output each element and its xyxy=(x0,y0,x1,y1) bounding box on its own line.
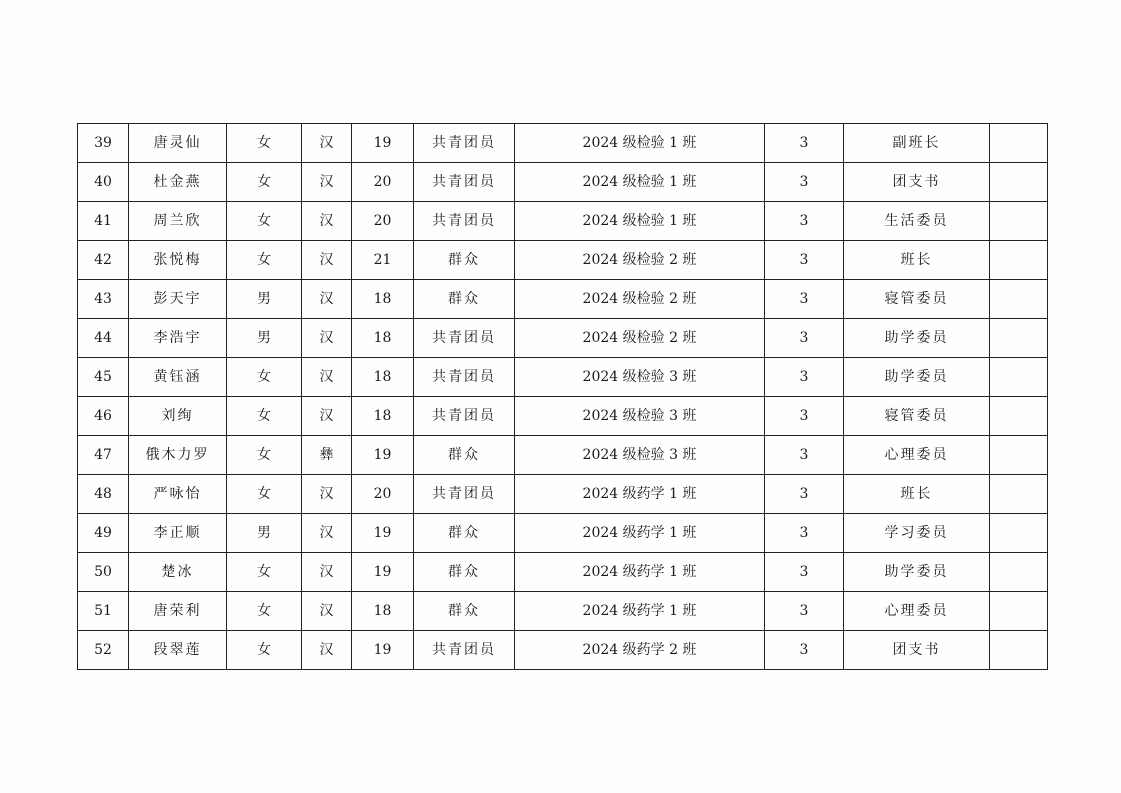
ethnicity-cell: 汉 xyxy=(302,202,352,241)
ethnicity-cell: 汉 xyxy=(302,280,352,319)
remarks-cell xyxy=(990,436,1048,475)
table-row xyxy=(78,280,1048,319)
age-cell: 20 xyxy=(352,163,414,202)
age-cell: 19 xyxy=(352,631,414,670)
political-status-cell: 共青团员 xyxy=(414,475,515,514)
ethnicity-cell: 汉 xyxy=(302,124,352,163)
age-cell: 19 xyxy=(352,124,414,163)
gender-cell: 女 xyxy=(227,436,302,475)
class-name-cell: 2024 级药学 2 班 xyxy=(515,631,765,670)
political-status-cell: 共青团员 xyxy=(414,397,515,436)
gender-cell: 女 xyxy=(227,553,302,592)
class-role-cell: 班长 xyxy=(844,241,990,280)
class-role-cell: 团支书 xyxy=(844,631,990,670)
class-name-cell: 2024 级检验 1 班 xyxy=(515,202,765,241)
ethnicity-cell: 汉 xyxy=(302,241,352,280)
gender-cell: 女 xyxy=(227,475,302,514)
political-status-cell: 共青团员 xyxy=(414,319,515,358)
row-number-cell: 45 xyxy=(78,358,129,397)
table-row xyxy=(78,163,1048,202)
remarks-cell xyxy=(990,475,1048,514)
class-role-cell: 心理委员 xyxy=(844,592,990,631)
remarks-cell xyxy=(990,319,1048,358)
class-role-cell: 助学委员 xyxy=(844,319,990,358)
row-number-cell: 42 xyxy=(78,241,129,280)
ethnicity-cell: 汉 xyxy=(302,163,352,202)
student-name-cell: 周兰欣 xyxy=(129,202,227,241)
political-status-cell: 群众 xyxy=(414,592,515,631)
class-role-cell: 寝管委员 xyxy=(844,397,990,436)
political-status-cell: 共青团员 xyxy=(414,163,515,202)
student-name-cell: 严咏怡 xyxy=(129,475,227,514)
ethnicity-cell: 汉 xyxy=(302,631,352,670)
class-role-cell: 助学委员 xyxy=(844,553,990,592)
age-cell: 19 xyxy=(352,514,414,553)
age-cell: 18 xyxy=(352,592,414,631)
class-role-cell: 团支书 xyxy=(844,163,990,202)
age-cell: 21 xyxy=(352,241,414,280)
class-role-cell: 学习委员 xyxy=(844,514,990,553)
class-role-cell: 寝管委员 xyxy=(844,280,990,319)
ethnicity-cell: 汉 xyxy=(302,358,352,397)
table-row xyxy=(78,241,1048,280)
table-row xyxy=(78,631,1048,670)
roster-body xyxy=(78,124,1048,670)
student-name-cell: 彭天宇 xyxy=(129,280,227,319)
gender-cell: 女 xyxy=(227,397,302,436)
row-number-cell: 48 xyxy=(78,475,129,514)
remarks-cell xyxy=(990,631,1048,670)
ethnicity-cell: 汉 xyxy=(302,514,352,553)
table-row xyxy=(78,514,1048,553)
grade-year-cell: 3 xyxy=(765,358,844,397)
ethnicity-cell: 彝 xyxy=(302,436,352,475)
class-name-cell: 2024 级药学 1 班 xyxy=(515,475,765,514)
student-name-cell: 俄木力罗 xyxy=(129,436,227,475)
grade-year-cell: 3 xyxy=(765,592,844,631)
table-row xyxy=(78,319,1048,358)
ethnicity-cell: 汉 xyxy=(302,592,352,631)
gender-cell: 男 xyxy=(227,280,302,319)
age-cell: 18 xyxy=(352,397,414,436)
class-name-cell: 2024 级药学 1 班 xyxy=(515,592,765,631)
remarks-cell xyxy=(990,514,1048,553)
remarks-cell xyxy=(990,163,1048,202)
student-name-cell: 李浩宇 xyxy=(129,319,227,358)
student-name-cell: 唐灵仙 xyxy=(129,124,227,163)
political-status-cell: 群众 xyxy=(414,241,515,280)
class-name-cell: 2024 级检验 3 班 xyxy=(515,436,765,475)
age-cell: 20 xyxy=(352,475,414,514)
grade-year-cell: 3 xyxy=(765,553,844,592)
table-row xyxy=(78,475,1048,514)
age-cell: 18 xyxy=(352,280,414,319)
grade-year-cell: 3 xyxy=(765,631,844,670)
remarks-cell xyxy=(990,553,1048,592)
political-status-cell: 群众 xyxy=(414,514,515,553)
gender-cell: 女 xyxy=(227,163,302,202)
age-cell: 19 xyxy=(352,436,414,475)
age-cell: 19 xyxy=(352,553,414,592)
student-name-cell: 李正顺 xyxy=(129,514,227,553)
remarks-cell xyxy=(990,124,1048,163)
gender-cell: 女 xyxy=(227,241,302,280)
grade-year-cell: 3 xyxy=(765,280,844,319)
student-name-cell: 刘绚 xyxy=(129,397,227,436)
class-name-cell: 2024 级检验 3 班 xyxy=(515,397,765,436)
class-name-cell: 2024 级药学 1 班 xyxy=(515,514,765,553)
remarks-cell xyxy=(990,241,1048,280)
gender-cell: 女 xyxy=(227,592,302,631)
political-status-cell: 共青团员 xyxy=(414,202,515,241)
class-role-cell: 助学委员 xyxy=(844,358,990,397)
gender-cell: 女 xyxy=(227,358,302,397)
row-number-cell: 46 xyxy=(78,397,129,436)
age-cell: 18 xyxy=(352,319,414,358)
class-name-cell: 2024 级检验 2 班 xyxy=(515,241,765,280)
political-status-cell: 共青团员 xyxy=(414,631,515,670)
row-number-cell: 47 xyxy=(78,436,129,475)
age-cell: 20 xyxy=(352,202,414,241)
table-row xyxy=(78,397,1048,436)
gender-cell: 男 xyxy=(227,514,302,553)
row-number-cell: 41 xyxy=(78,202,129,241)
political-status-cell: 群众 xyxy=(414,436,515,475)
gender-cell: 女 xyxy=(227,202,302,241)
class-name-cell: 2024 级检验 3 班 xyxy=(515,358,765,397)
grade-year-cell: 3 xyxy=(765,163,844,202)
class-role-cell: 班长 xyxy=(844,475,990,514)
table-row xyxy=(78,358,1048,397)
row-number-cell: 51 xyxy=(78,592,129,631)
class-name-cell: 2024 级检验 2 班 xyxy=(515,280,765,319)
gender-cell: 女 xyxy=(227,631,302,670)
class-name-cell: 2024 级药学 1 班 xyxy=(515,553,765,592)
grade-year-cell: 3 xyxy=(765,397,844,436)
class-role-cell: 副班长 xyxy=(844,124,990,163)
table-row xyxy=(78,124,1048,163)
row-number-cell: 49 xyxy=(78,514,129,553)
row-number-cell: 39 xyxy=(78,124,129,163)
political-status-cell: 共青团员 xyxy=(414,124,515,163)
student-name-cell: 张悦梅 xyxy=(129,241,227,280)
table-row xyxy=(78,202,1048,241)
row-number-cell: 40 xyxy=(78,163,129,202)
political-status-cell: 群众 xyxy=(414,280,515,319)
class-name-cell: 2024 级检验 2 班 xyxy=(515,319,765,358)
student-roster-table xyxy=(77,123,1048,670)
student-name-cell: 黄钰涵 xyxy=(129,358,227,397)
grade-year-cell: 3 xyxy=(765,124,844,163)
row-number-cell: 52 xyxy=(78,631,129,670)
remarks-cell xyxy=(990,592,1048,631)
grade-year-cell: 3 xyxy=(765,241,844,280)
grade-year-cell: 3 xyxy=(765,202,844,241)
table-row xyxy=(78,592,1048,631)
student-name-cell: 楚冰 xyxy=(129,553,227,592)
class-role-cell: 生活委员 xyxy=(844,202,990,241)
gender-cell: 男 xyxy=(227,319,302,358)
table-row xyxy=(78,436,1048,475)
ethnicity-cell: 汉 xyxy=(302,397,352,436)
ethnicity-cell: 汉 xyxy=(302,319,352,358)
political-status-cell: 共青团员 xyxy=(414,358,515,397)
student-name-cell: 唐荣利 xyxy=(129,592,227,631)
gender-cell: 女 xyxy=(227,124,302,163)
class-role-cell: 心理委员 xyxy=(844,436,990,475)
remarks-cell xyxy=(990,202,1048,241)
grade-year-cell: 3 xyxy=(765,514,844,553)
grade-year-cell: 3 xyxy=(765,436,844,475)
table-row xyxy=(78,553,1048,592)
row-number-cell: 43 xyxy=(78,280,129,319)
class-name-cell: 2024 级检验 1 班 xyxy=(515,163,765,202)
row-number-cell: 44 xyxy=(78,319,129,358)
ethnicity-cell: 汉 xyxy=(302,553,352,592)
grade-year-cell: 3 xyxy=(765,475,844,514)
class-name-cell: 2024 级检验 1 班 xyxy=(515,124,765,163)
remarks-cell xyxy=(990,280,1048,319)
student-name-cell: 杜金燕 xyxy=(129,163,227,202)
student-name-cell: 段翠莲 xyxy=(129,631,227,670)
ethnicity-cell: 汉 xyxy=(302,475,352,514)
political-status-cell: 群众 xyxy=(414,553,515,592)
grade-year-cell: 3 xyxy=(765,319,844,358)
row-number-cell: 50 xyxy=(78,553,129,592)
age-cell: 18 xyxy=(352,358,414,397)
remarks-cell xyxy=(990,397,1048,436)
remarks-cell xyxy=(990,358,1048,397)
